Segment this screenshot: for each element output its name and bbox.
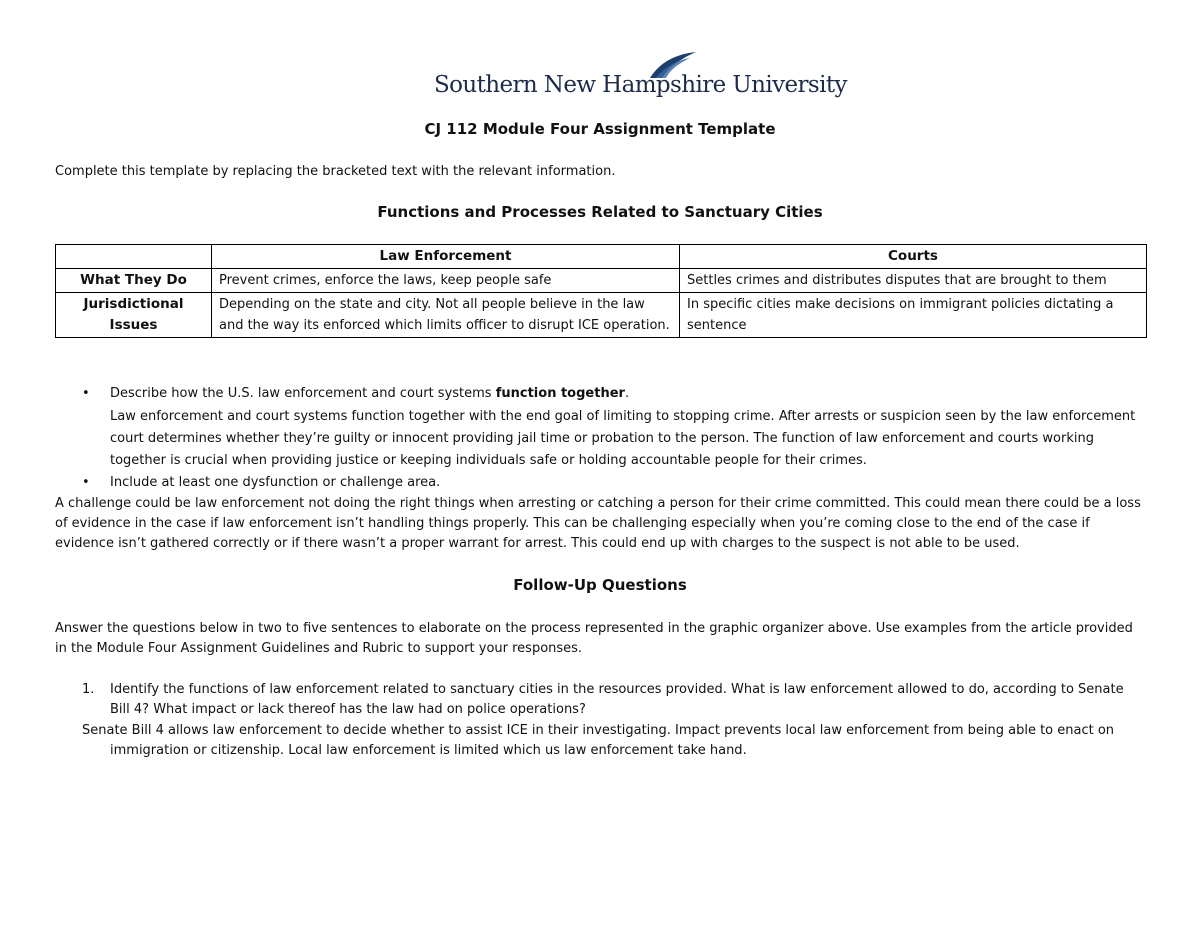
cell-courts-what-they-do: Settles crimes and distributes disputes that are brought to them — [680, 269, 1147, 293]
cell-law-jurisdictional: Depending on the state and city. Not all people believe in the law and the way its enforced which limits officer to disrupt ICE operation. — [212, 293, 680, 338]
instructions-text: Complete this template by replacing the bracketed text with the relevant information. — [55, 164, 616, 179]
logo-swoosh-icon — [646, 50, 698, 80]
answer-function-together: Law enforcement and court systems function together with the end goal of limiting to stopping crime. After arrests or suspicion seen by the law enforcement court determines whether they’re guilty or innocent providing jail time or probation to the person. The function of law enforcement and courts working together is crucial when providing justice or keeping individuals safe or holding accountable people for their crimes. — [110, 409, 1136, 468]
bullet-function-together — [110, 383, 629, 404]
bullet-1-suffix: . — [624, 386, 630, 401]
cell-courts-jurisdictional: In specific cities make decisions on immigrant policies dictating a sentence — [680, 293, 1147, 338]
section-heading-followup: Follow-Up Questions — [513, 576, 687, 594]
table-row — [56, 269, 1147, 293]
question-text: Identify the functions of law enforcement related to sanctuary cities in the resources provided. What is law enforcement allowed to do, according to Senate Bill 4? What impact or lack thereof has the law had on police operations? — [110, 682, 1124, 717]
page-title: CJ 112 Module Four Assignment Template — [424, 120, 776, 138]
table-header-blank — [56, 245, 212, 269]
table-header-courts: Courts — [680, 245, 1147, 269]
logo-wordmark: Southern New Hampshire University — [434, 72, 847, 98]
bullet-dysfunction: Include at least one dysfunction or challenge area. — [110, 475, 441, 490]
question-answer: Senate Bill 4 allows law enforcement to decide whether to assist ICE in their investigating. Impact prevents local law enforcement from being able to enact on immigration or citizenship. Local law enforcement is limited which us law enforcement take hand. — [82, 723, 1115, 758]
bullet-dot-icon: • — [82, 386, 90, 401]
row-label-jurisdictional: Jurisdictional Issues — [56, 293, 212, 338]
section-heading-functions: Functions and Processes Related to Sanctuary Cities — [377, 203, 823, 221]
table-header-row — [56, 245, 1147, 269]
bullet-1-bold: function together — [495, 386, 625, 401]
answer-dysfunction: A challenge could be law enforcement not doing the right things when arresting or catching a person for their crime committed. This could mean there could be a loss of evidence in the case if law enforcement isn’t handling things properly. This can be challenging especially when you’re coming close to the end of the case if evidence isn’t gathered correctly or if there wasn’t a proper warrant for arrest. This could end up with charges to the suspect is not able to be used. — [55, 496, 1141, 551]
bullet-1-prefix: Describe how the U.S. law enforcement and court systems — [110, 386, 496, 401]
row-label-what-they-do: What They Do — [56, 269, 212, 293]
followup-intro-text: Answer the questions below in two to five sentences to elaborate on the process represented in the graphic organizer above. Use examples from the article provided in the Module Four Assignment Guidelines and Rubric to support your responses. — [55, 621, 1133, 656]
bullet-dot-icon: • — [82, 475, 90, 490]
cell-law-what-they-do: Prevent crimes, enforce the laws, keep people safe — [212, 269, 680, 293]
table-header-law: Law Enforcement — [212, 245, 680, 269]
graphic-organizer-table — [55, 244, 1147, 338]
table-row — [56, 293, 1147, 338]
question-number: 1. — [82, 682, 95, 697]
university-logo — [434, 50, 847, 106]
